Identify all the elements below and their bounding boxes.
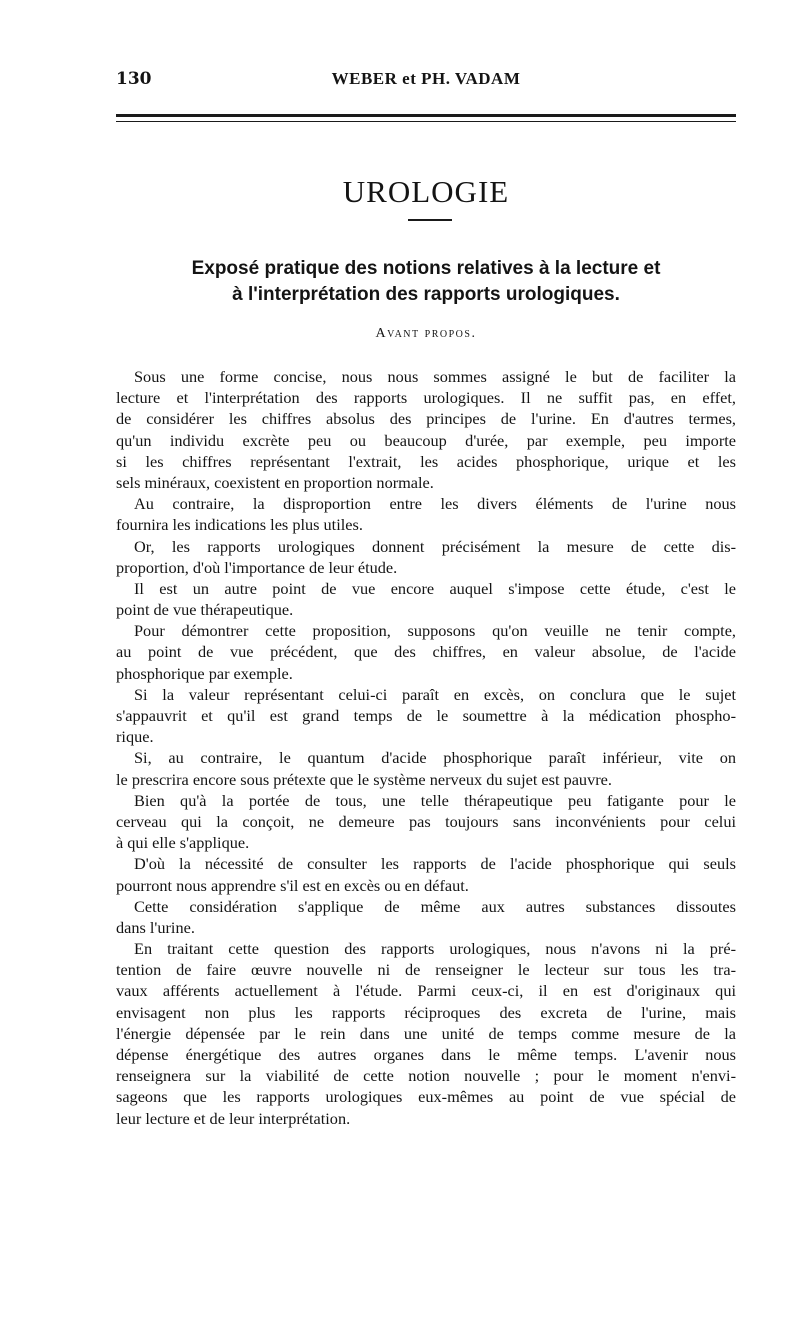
text-line: à qui elle s'applique.	[116, 833, 250, 853]
text-line: Cette considération s'applique de même aux autres substances dissoutes	[134, 896, 736, 916]
text-line: Au contraire, la disproportion entre les divers éléments de l'urine nous	[134, 494, 736, 514]
text-line: de considérer les chiffres absolus des principes de l'urine. En d'autres termes,	[116, 409, 736, 429]
text-line: Pour démontrer cette proposition, supposons qu'on veuille ne tenir compte,	[134, 621, 736, 641]
text-line: En traitant cette question des rapports urologiques, nous n'avons ni la pré-	[134, 939, 736, 959]
preface-heading: Avant propos.	[375, 326, 477, 341]
body-text	[116, 366, 736, 1129]
text-line: s'appauvrit et qu'il est grand temps de le soumettre à la médication phospho-	[116, 706, 736, 725]
text-line: l'énergie dépensée par le rein dans une unité de temps comme mesure de la	[116, 1023, 736, 1043]
text-line: Bien qu'à la portée de tous, une telle thérapeutique peu fatigante pour le	[134, 790, 736, 810]
text-line: phosphorique par exemple.	[116, 663, 293, 683]
header-rule-thin	[116, 121, 736, 122]
subtitle-line: Exposé pratique des notions relatives à la lecture et	[191, 258, 661, 279]
text-line: Or, les rapports urologiques donnent précisément la mesure de cette dis-	[134, 536, 736, 556]
text-line: dans l'urine.	[116, 917, 195, 937]
text-line: Il est un autre point de vue encore auquel s'impose cette étude, c'est le	[134, 578, 736, 598]
text-line: rique.	[116, 727, 154, 747]
text-line: Si la valeur représentant celui-ci paraît en excès, on conclura que le sujet	[134, 684, 736, 704]
text-line: point de vue thérapeutique.	[116, 600, 294, 620]
text-line: au point de vue précédent, que des chiffres, en valeur absolue, de l'acide	[116, 642, 736, 662]
page-number: 130	[116, 69, 152, 89]
text-line: proportion, d'où l'importance de leur étude.	[116, 557, 398, 577]
text-line: envisagent non plus les rapports réciproques des excreta de l'urine, mais	[116, 1002, 736, 1022]
header-rule-thick	[116, 114, 736, 117]
text-line: leur lecture et de leur interprétation.	[116, 1108, 351, 1128]
text-line: vaux afférents actuellement à l'étude. Parmi ceux-ci, il en est d'originaux qui	[116, 981, 736, 1001]
text-line: D'où la nécessité de consulter les rapports de l'acide phosphorique qui seuls	[134, 854, 736, 874]
text-line: fournira les indications les plus utiles.	[116, 515, 363, 535]
text-line: le prescrira encore sous prétexte que le système nerveux du sujet est pauvre.	[116, 769, 612, 789]
running-head	[116, 69, 736, 95]
text-line: si les chiffres représentant l'extrait, les acides phosphorique, urique et les	[116, 451, 736, 471]
text-line: Sous une forme concise, nous nous sommes assigné le but de faciliter la	[134, 367, 736, 386]
text-line: renseignera sur la viabilité de cette notion nouvelle ; pour le moment n'envi-	[116, 1066, 736, 1086]
text-line: pourront nous apprendre s'il est en excès ou en défaut.	[116, 875, 469, 895]
text-line: tention de faire œuvre nouvelle ni de renseigner le lecteur sur tous les tra-	[116, 960, 736, 980]
section-title: UROLOGIE	[342, 174, 510, 209]
text-line: Si, au contraire, le quantum d'acide phosphorique paraît inférieur, vite on	[134, 748, 736, 768]
subtitle-line: à l'interprétation des rapports urologiques.	[232, 284, 620, 305]
title-divider	[408, 219, 452, 221]
text-line: sels minéraux, coexistent en proportion normale.	[116, 472, 434, 492]
section-subtitle	[116, 256, 736, 308]
text-line: sageons que les rapports urologiques eux-mêmes au point de vue spécial de	[116, 1087, 736, 1107]
text-line: qu'un individu excrète peu ou beaucoup d'urée, par exemple, peu importe	[116, 430, 736, 450]
text-line: lecture et l'interprétation des rapports urologiques. Il ne suffit pas, en effet,	[116, 388, 736, 408]
running-title: WEBER et PH. VADAM	[331, 69, 521, 88]
text-line: cerveau qui la conçoit, ne demeure pas toujours sans inconvénients pour celui	[116, 811, 736, 831]
text-line: dépense énergétique des autres organes dans le même temps. L'avenir nous	[116, 1045, 736, 1064]
